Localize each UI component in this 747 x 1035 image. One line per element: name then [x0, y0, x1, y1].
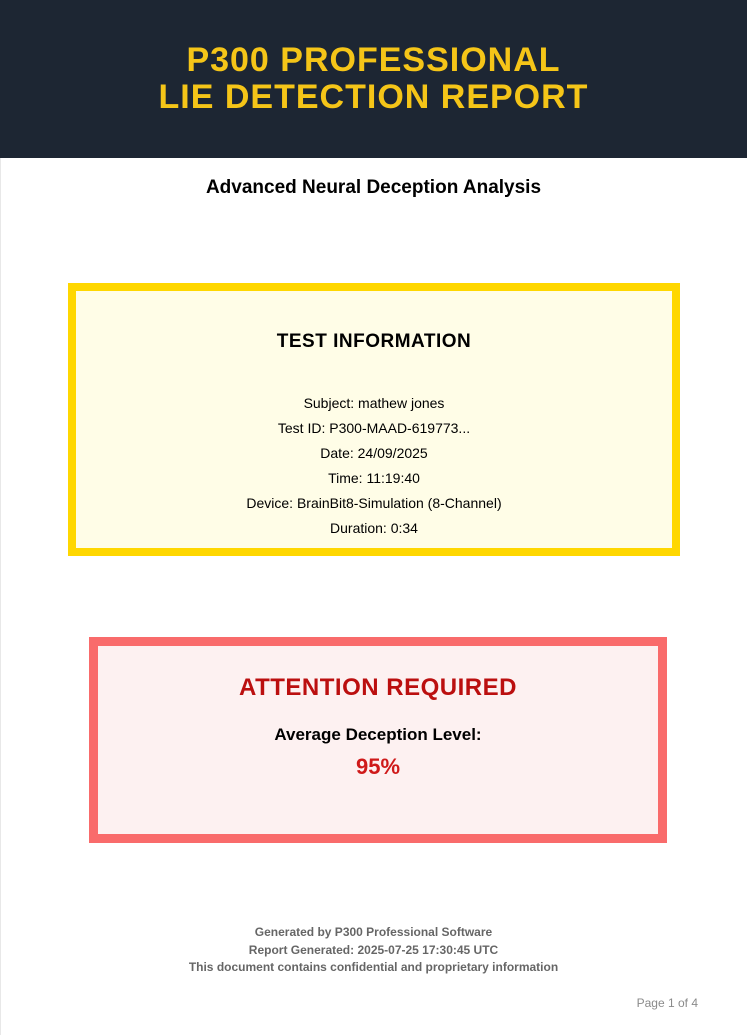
report-subtitle: Advanced Neural Deception Analysis [205, 177, 542, 198]
report-header [0, 0, 747, 158]
field-value: mathew jones [358, 395, 445, 411]
footer-generated-by: Generated by P300 Professional Software [254, 925, 493, 939]
field-value: 0:34 [390, 520, 418, 536]
field-label: Test ID: [277, 420, 326, 436]
field-label: Duration: [330, 520, 387, 536]
test-information-title: TEST INFORMATION [276, 331, 472, 352]
test-information-fields [76, 391, 672, 541]
footer-confidentiality-notice: This document contains confidential and proprietary information [188, 960, 559, 974]
report-title-line-2: LIE DETECTION REPORT [158, 78, 589, 116]
field-test-id [76, 416, 672, 441]
field-value: P300-MAAD-619773... [329, 420, 471, 436]
field-label: Subject: [303, 395, 355, 411]
attention-required-box [89, 637, 667, 843]
page-indicator: Page 1 of 4 [636, 996, 698, 1010]
footer-report-generated-timestamp: Report Generated: 2025-07-25 17:30:45 UTC [248, 942, 499, 957]
report-title-line-1: P300 PROFESSIONAL [186, 41, 561, 79]
field-value: 11:19:40 [366, 470, 420, 486]
test-information-box [68, 283, 680, 556]
field-subject [76, 391, 672, 416]
report-footer [0, 924, 747, 977]
page-edge-line [0, 158, 1, 1035]
field-label: Time: [328, 470, 363, 486]
field-device [76, 491, 672, 516]
field-duration [76, 516, 672, 541]
field-label: Date: [320, 445, 354, 461]
attention-title: ATTENTION REQUIRED [239, 674, 517, 701]
deception-level-value: 95% [355, 754, 401, 779]
field-value: BrainBit8-Simulation (8-Channel) [296, 495, 502, 511]
field-date [76, 441, 672, 466]
field-time [76, 466, 672, 491]
field-label: Device: [246, 495, 294, 511]
deception-level-label: Average Deception Level: [274, 725, 482, 744]
field-value: 24/09/2025 [357, 445, 428, 461]
